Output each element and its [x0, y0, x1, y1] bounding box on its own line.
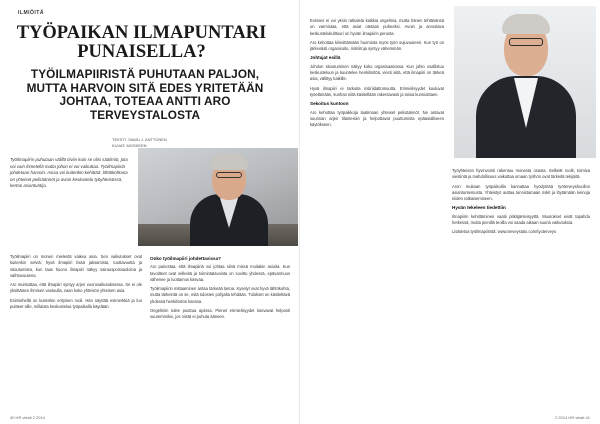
- credit-photo: KUVAT: MOSKEEN: [112, 143, 147, 148]
- paragraph: Aro painottaa, että ilmapiiriä voi johtaa siinä missä muitakin asioita. Kun tavoitteet ovat selkeitä ja toimintatavoista on sovittu yhdessä, epävarmuus vähenee ja luottamus kasvaa.: [150, 264, 290, 282]
- headline: TYÖPAIKAN ILMAPUNTARI PUNAISELLA?: [16, 23, 267, 62]
- paragraph: Työilmapiiri on monen mielestä vaikea asia. Sen vaikutukset ovat kuitenkin selviä: hyvä ilmapiiri lisää jaksamista, tuottavuutta ja sitoutumista, kun taas huono ilmapiiri näkyy sairauspoissaoloina ja vaihtuvuutena.: [10, 254, 142, 278]
- portrait-photo: [138, 148, 298, 246]
- paragraph: Aro muistuttaa, että ilmapiiri syntyy arjen vuorovaikutuksessa. Se ei ole yksittäisen ihmisen vastuulla, vaan koko yhteisön yhteinen asia.: [10, 282, 142, 294]
- subheading: Sekoitus kuntoon: [310, 101, 349, 107]
- paragraph: Aro kehottaa työpaikkoja laatimaan yhteiset pelisäännöt. Ne antavat suunnan arjen tilanteisiin ja helpottavat puuttumista epäasialliseen käytökseen.: [310, 109, 444, 128]
- body-column-3: [310, 18, 444, 131]
- subhead: TYÖILMAPIIRISTÄ PUHUTAAN PALJON, MUTTA HARVOIN SITÄ EDES YRITETÄÄN JOHTAA, TOTEAA ANTTI ARO TERVEYSTALOSTA: [26, 67, 264, 122]
- paragraph: Lisätietoa työilmapiiristä: www.terveystalo.com/tyoterveys: [452, 229, 556, 235]
- paragraph: Esimiehellä on kuitenkin erityinen rooli. Hän näyttää esimerkkiä ja luo puitteet sille, millaista keskustelua työpaikalla käydään.: [10, 297, 142, 310]
- paragraph: Työilmapiirin mittaaminen antaa tärkeää tietoa. Kyselyt ovat hyvä lähtökohta, mutta tärkeintä on se, mitä tulosten pohjalta tehdään. Tulokset on käsiteltävä yhdessä henkilöstön kanssa.: [150, 286, 290, 304]
- subheading: Onko työilmapiiri johdettavissa?: [150, 256, 221, 261]
- paragraph: Johdon sitoutuminen näkyy koko organisaatiossa. Kun johto osallistuu keskusteluun ja kuuntelee henkilöstöä, viesti siitä, että ilmapiiri on tärkeä asia, välittyy kaikille.: [310, 63, 444, 82]
- paragraph: Esimies ei voi yksin ratkaista kaikkia ongelmia, mutta hänen tehtävänsä on varmistaa, että asiat otetaan puheeksi. Avoin ja arvostava keskustelukulttuuri on hyvän ilmapiirin perusta.: [310, 18, 444, 36]
- photo-hair: [502, 14, 550, 34]
- body-column-2: [150, 254, 290, 324]
- credit-text: TEKSTI: SAMU J. ANTTONEN: [112, 137, 167, 142]
- subheading: Hyvän tekeleen tiedettiin: [452, 205, 506, 211]
- intro-text: Työilmapiirin puhutaan välillä tiiviin kuin se olisi sääilmiö, jota voi vain ihmetellä mutta johon ei voi vaikuttaa. Työilmapiiriä johdetaan harvoin. Asiaa voi kuitenkin kehittää: lähtökohtana on yhteiset pelisäännöt ja avoin keskustelu työyhteisössä, kertoo asiantuntija.: [10, 157, 128, 189]
- paragraph: Aro kehottaa kiinnittämään huomiota myös työn sujuvuuteen. Kun työ on järkevästi organisoitu, ristiriitoja syntyy vähemmän.: [310, 39, 444, 52]
- photo-glasses: [509, 38, 543, 46]
- side-portrait-photo: [454, 6, 596, 158]
- paragraph: Työyhteisön hyvinvointi rakentuu monesta osasta. Selkeät roolit, toimiva viestintä ja mahdollisuus vaikuttaa omaan työhön ovat tärkeitä tekijöitä.: [452, 168, 590, 180]
- subheading: Johtajat esillä: [310, 55, 341, 61]
- paragraph: Ongelmiin tulee puuttua ajoissa. Pienet erimielisyydet kasvavat helposti suuremmiksi, jos niistä ei puhuta ääneen.: [150, 308, 290, 320]
- body-column-4: [452, 168, 590, 239]
- paragraph: Aron mukaan työpaikoilla kannattaa hyödyntää työterveyshuollon asiantuntemusta. Yhteistyö auttaa tunnistamaan riskit ja löytämään keinoja niiden ratkaisemiseen.: [452, 183, 590, 202]
- paragraph: Ilmapiirin kehittäminen vaatii pitkäjänteisyyttä. Muutokset eivät tapahdu hetkessä, mutta pienillä teoilla voi saada aikaan suuria vaikutuksia.: [452, 213, 590, 226]
- section-tag: ILMIÖITÄ: [18, 10, 44, 16]
- right-page: [300, 0, 600, 424]
- page-footer-left: 40 HR viesti 2 2014: [10, 415, 45, 420]
- photo-hair: [210, 154, 248, 170]
- paragraph: Hyvä ilmapiiri ei tarkoita ristiriidattomuutta. Erimielisyydet kuuluvat työelämään, kunhan niitä käsitellään rakentavasti ja toisia kunnioittaen.: [310, 85, 444, 97]
- page-footer-right: 2 2014 HR viesti 41: [555, 415, 590, 420]
- photo-glasses: [216, 172, 242, 178]
- body-column-1: [10, 254, 142, 313]
